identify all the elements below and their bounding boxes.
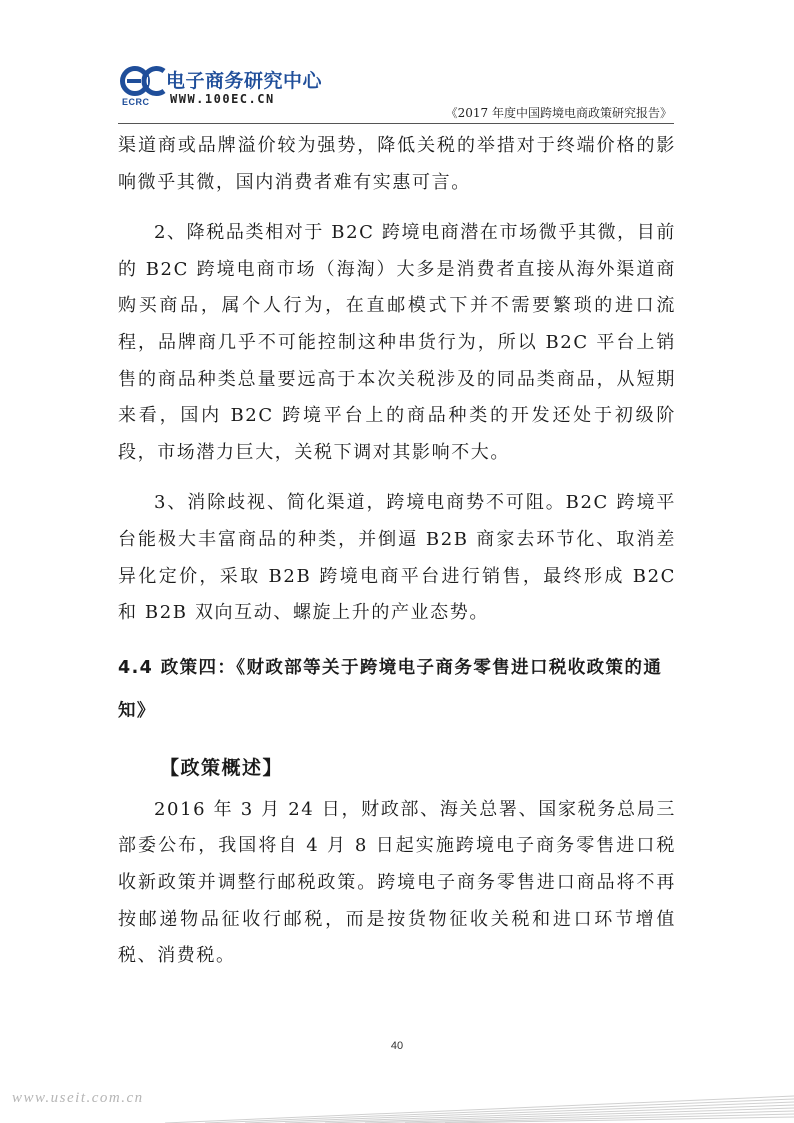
header-divider xyxy=(118,123,674,124)
logo-abbreviation: ECRC xyxy=(122,97,150,107)
paragraph-continued: 渠道商或品牌溢价较为强势，降低关税的举措对于终端价格的影响微乎其微，国内消费者难有实惠可言。 xyxy=(118,135,676,193)
report-title: 《2017 年度中国跨境电商政策研究报告》 xyxy=(445,106,672,120)
ec-logo-icon xyxy=(120,64,168,98)
decorative-stripes xyxy=(165,1088,794,1123)
paragraph-point-2: 2、降税品类相对于 B2C 跨境电商潜在市场微乎其微，目前的 B2C 跨境电商市场（海淘）大多是消费者直接从海外渠道商购买商品，属个人行为，在直邮模式下并不需要繁琐的进口流程，品牌商几乎不可能控制这种串货行为，所以 B2C 平台上销售的商品种类总量要远高于本次关税涉及的同品类商品，从短期来看，国内 B2C 跨境平台上的商品种类的开发还处于初级阶段，市场潜力巨大，关税下调对其影响不大。 xyxy=(118,222,676,463)
paragraph-point-3: 3、消除歧视、简化渠道，跨境电商势不可阻。B2C 跨境平台能极大丰富商品的种类，并倒逼 B2B 商家去环节化、取消差异化定价，采取 B2B 跨境电商平台进行销售，最终形成 B2C 和 B2B 双向互动、螺旋上升的产业态势。 xyxy=(118,492,676,624)
document-body xyxy=(118,128,676,975)
section-heading: 4.4 政策四：《财政部等关于跨境电子商务零售进口税收政策的通知》 xyxy=(118,657,663,721)
page-number: 40 xyxy=(390,1040,404,1052)
paragraph-policy-overview: 2016 年 3 月 24 日，财政部、海关总署、国家税务总局三部委公布，我国将自 4 月 8 日起实施跨境电子商务零售进口税收新政策并调整行邮税政策。跨境电子商务零售进口商品将不再按邮递物品征收行邮税，而是按货物征收关税和进口环节增值税、消费税。 xyxy=(118,798,676,967)
logo-website: WWW.100EC.CN xyxy=(170,92,275,106)
policy-overview-heading: 【政策概述】 xyxy=(160,756,284,779)
logo-organization-name: 电子商务研究中心 xyxy=(166,70,323,92)
page-header xyxy=(0,0,794,125)
ecrc-logo xyxy=(120,62,323,112)
watermark: www.useit.com.cn xyxy=(12,1090,144,1106)
